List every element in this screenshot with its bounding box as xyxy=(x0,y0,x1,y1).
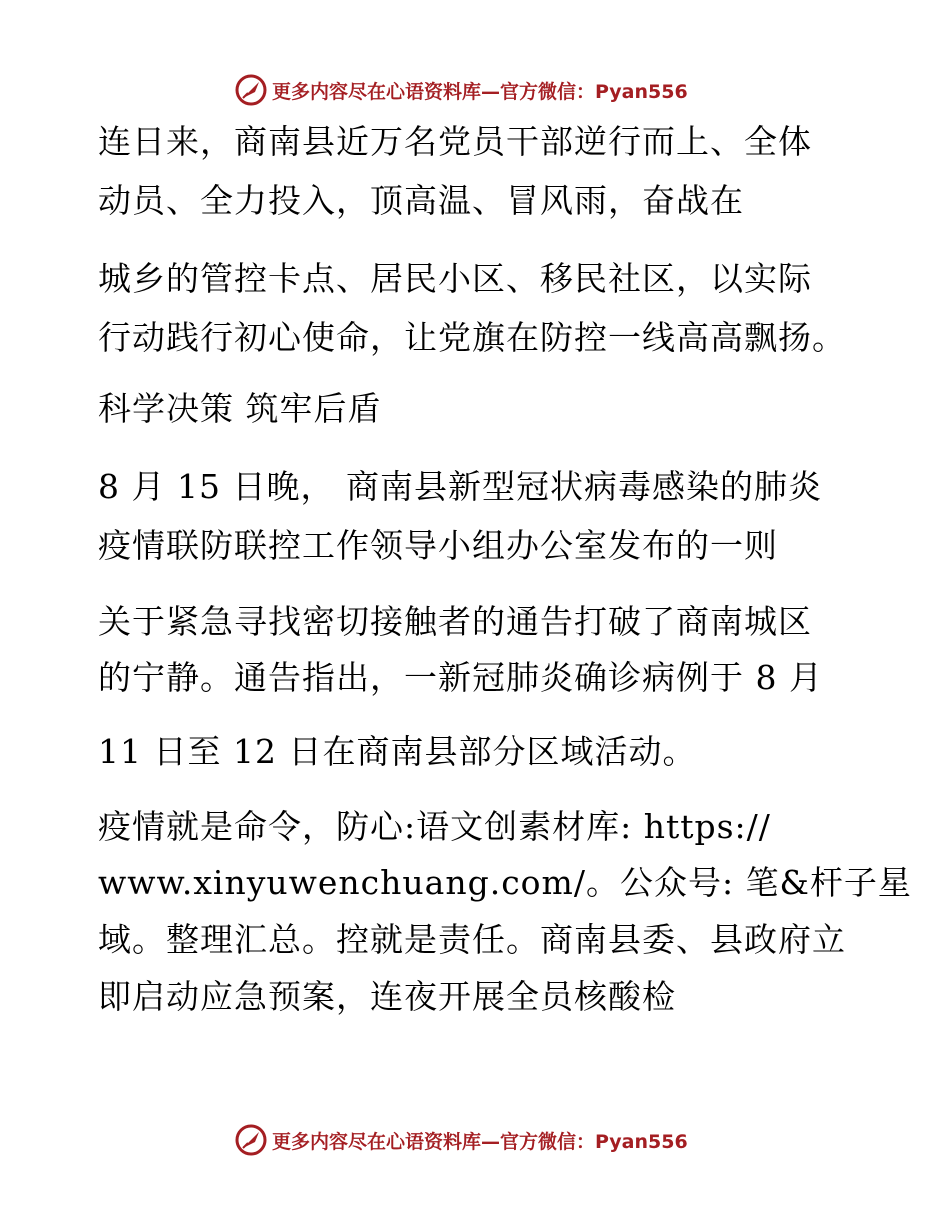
text-line: 即启动应急预案，连夜开展全员核酸检 xyxy=(98,977,676,1016)
quill-pen-icon xyxy=(234,1123,268,1157)
section-heading: 科学决策 筑牢后盾 xyxy=(98,389,382,428)
text-line: 的宁静。通告指出，一新冠肺炎确诊病例于 8 月 xyxy=(98,658,823,697)
watermark-text: 更多内容尽在心语资料库—官方微信：Pyan556 xyxy=(272,80,688,103)
text-line: 8 月 15 日晚， 商南县新型冠状病毒感染的肺炎 xyxy=(98,467,822,506)
text-line: 连日来，商南县近万名党员干部逆行而上、全体 xyxy=(98,122,812,161)
text-line: 域。整理汇总。控就是责任。商南县委、县政府立 xyxy=(98,920,846,959)
quill-pen-icon xyxy=(234,73,268,107)
text-line: 疫情就是命令，防心:语文创素材库: https:// xyxy=(98,807,771,846)
watermark-footer xyxy=(234,1120,688,1160)
watermark-text: 更多内容尽在心语资料库—官方微信：Pyan556 xyxy=(272,1130,688,1153)
text-line: www.xinyuwenchuang.com/。公众号: 笔&杆子星 xyxy=(98,863,912,902)
text-line: 动员、全力投入，顶高温、冒风雨，奋战在 xyxy=(98,181,744,220)
watermark-header xyxy=(234,70,688,110)
text-line: 行动践行初心使命，让党旗在防控一线高高飘扬。 xyxy=(98,318,846,357)
text-line: 城乡的管控卡点、居民小区、移民社区，以实际 xyxy=(98,259,812,298)
text-line: 关于紧急寻找密切接触者的通告打破了商南城区 xyxy=(98,602,812,641)
text-line: 11 日至 12 日在商南县部分区域活动。 xyxy=(98,732,697,771)
text-line: 疫情联防联控工作领导小组办公室发布的一则 xyxy=(98,526,778,565)
